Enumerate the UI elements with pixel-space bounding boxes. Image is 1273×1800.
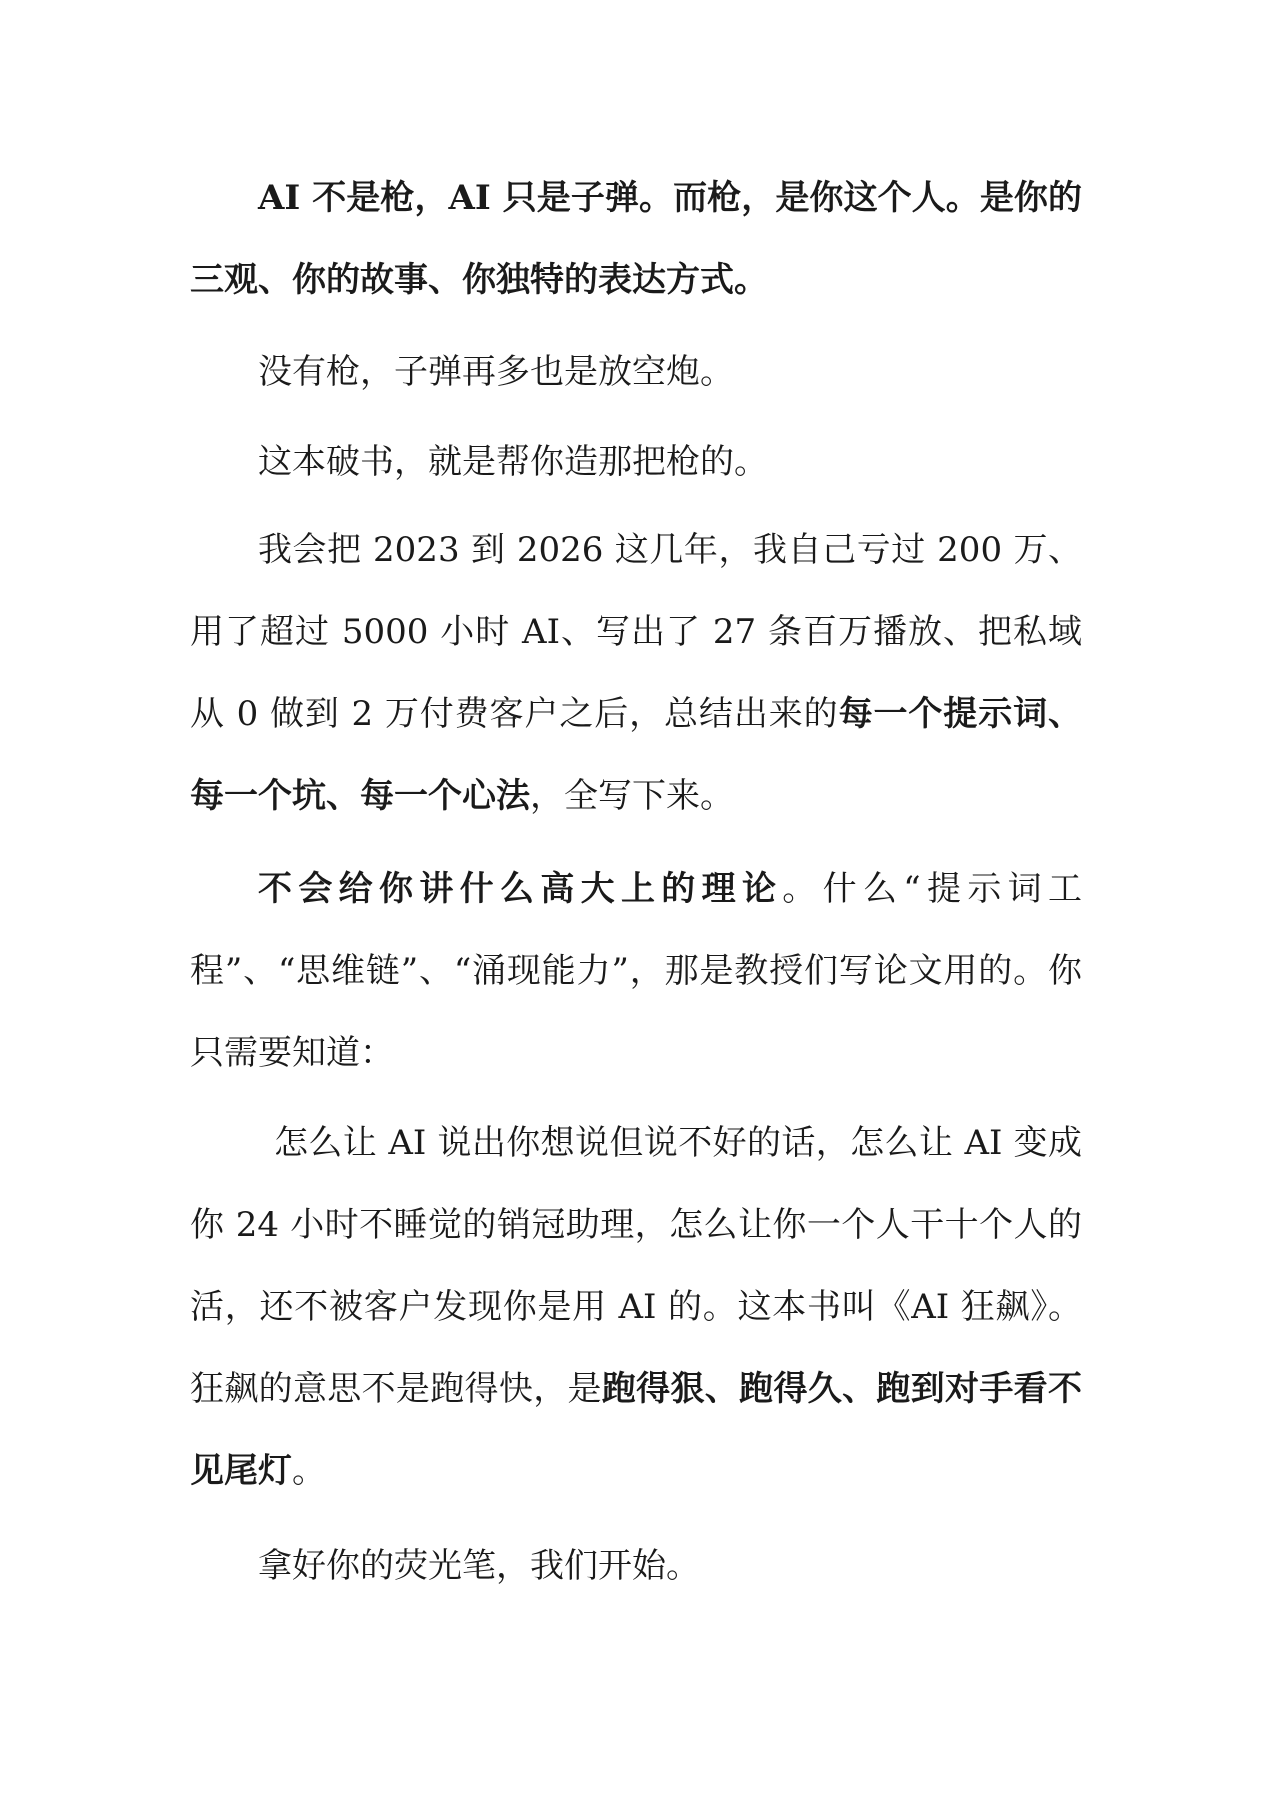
paragraph-no-gun <box>190 331 1082 413</box>
bold-text: 跑得狠、跑得久、跑到对手看不见尾灯 <box>190 1369 1083 1491</box>
text: ，全写下来。 <box>530 776 734 816</box>
bold-text: 不会给你讲什么高大上的理论 <box>258 869 783 909</box>
text: 拿好你的荧光笔，我们开始。 <box>258 1546 700 1586</box>
text: 。什么“提示词工程”、“思维链”、“涌现能力”，那是教授们写论文用的。你只需要知道： <box>190 869 1082 1073</box>
paragraph-this-book <box>190 421 1082 503</box>
bold-text: AI 不是枪，AI 只是子弹。而枪，是你这个人。是你的三观、你的故事、你独特的表达方式。 <box>190 178 1082 300</box>
bold-text: 每一个提示词、每一个坑、每一个心法 <box>190 694 1083 816</box>
text: 怎么让 AI 说出你想说但说不好的话，怎么让 AI 变成你 24 小时不睡觉的销冠助理，怎么让你一个人干十个人的活，还不被客户发现你是用 AI 的。这本书叫《AI 狂飙》。狂飙的意思不是跑得快，是 <box>190 1123 1082 1409</box>
text: 这本破书，就是帮你造那把枪的。 <box>258 442 768 482</box>
paragraph-experience <box>190 509 1082 837</box>
text: 没有枪，子弹再多也是放空炮。 <box>258 352 734 392</box>
paragraph-gun-metaphor <box>190 157 1082 321</box>
paragraph-no-theory <box>190 848 1082 1094</box>
paragraph-start <box>190 1525 1082 1607</box>
paragraph-how-to <box>190 1102 1082 1512</box>
text: 。 <box>292 1451 326 1491</box>
text: 我会把 2023 到 2026 这几年，我自己亏过 200 万、用了超过 5000 小时 AI、写出了 27 条百万播放、把私域从 0 做到 2 万付费客户之后，总结出来的 <box>190 530 1082 734</box>
